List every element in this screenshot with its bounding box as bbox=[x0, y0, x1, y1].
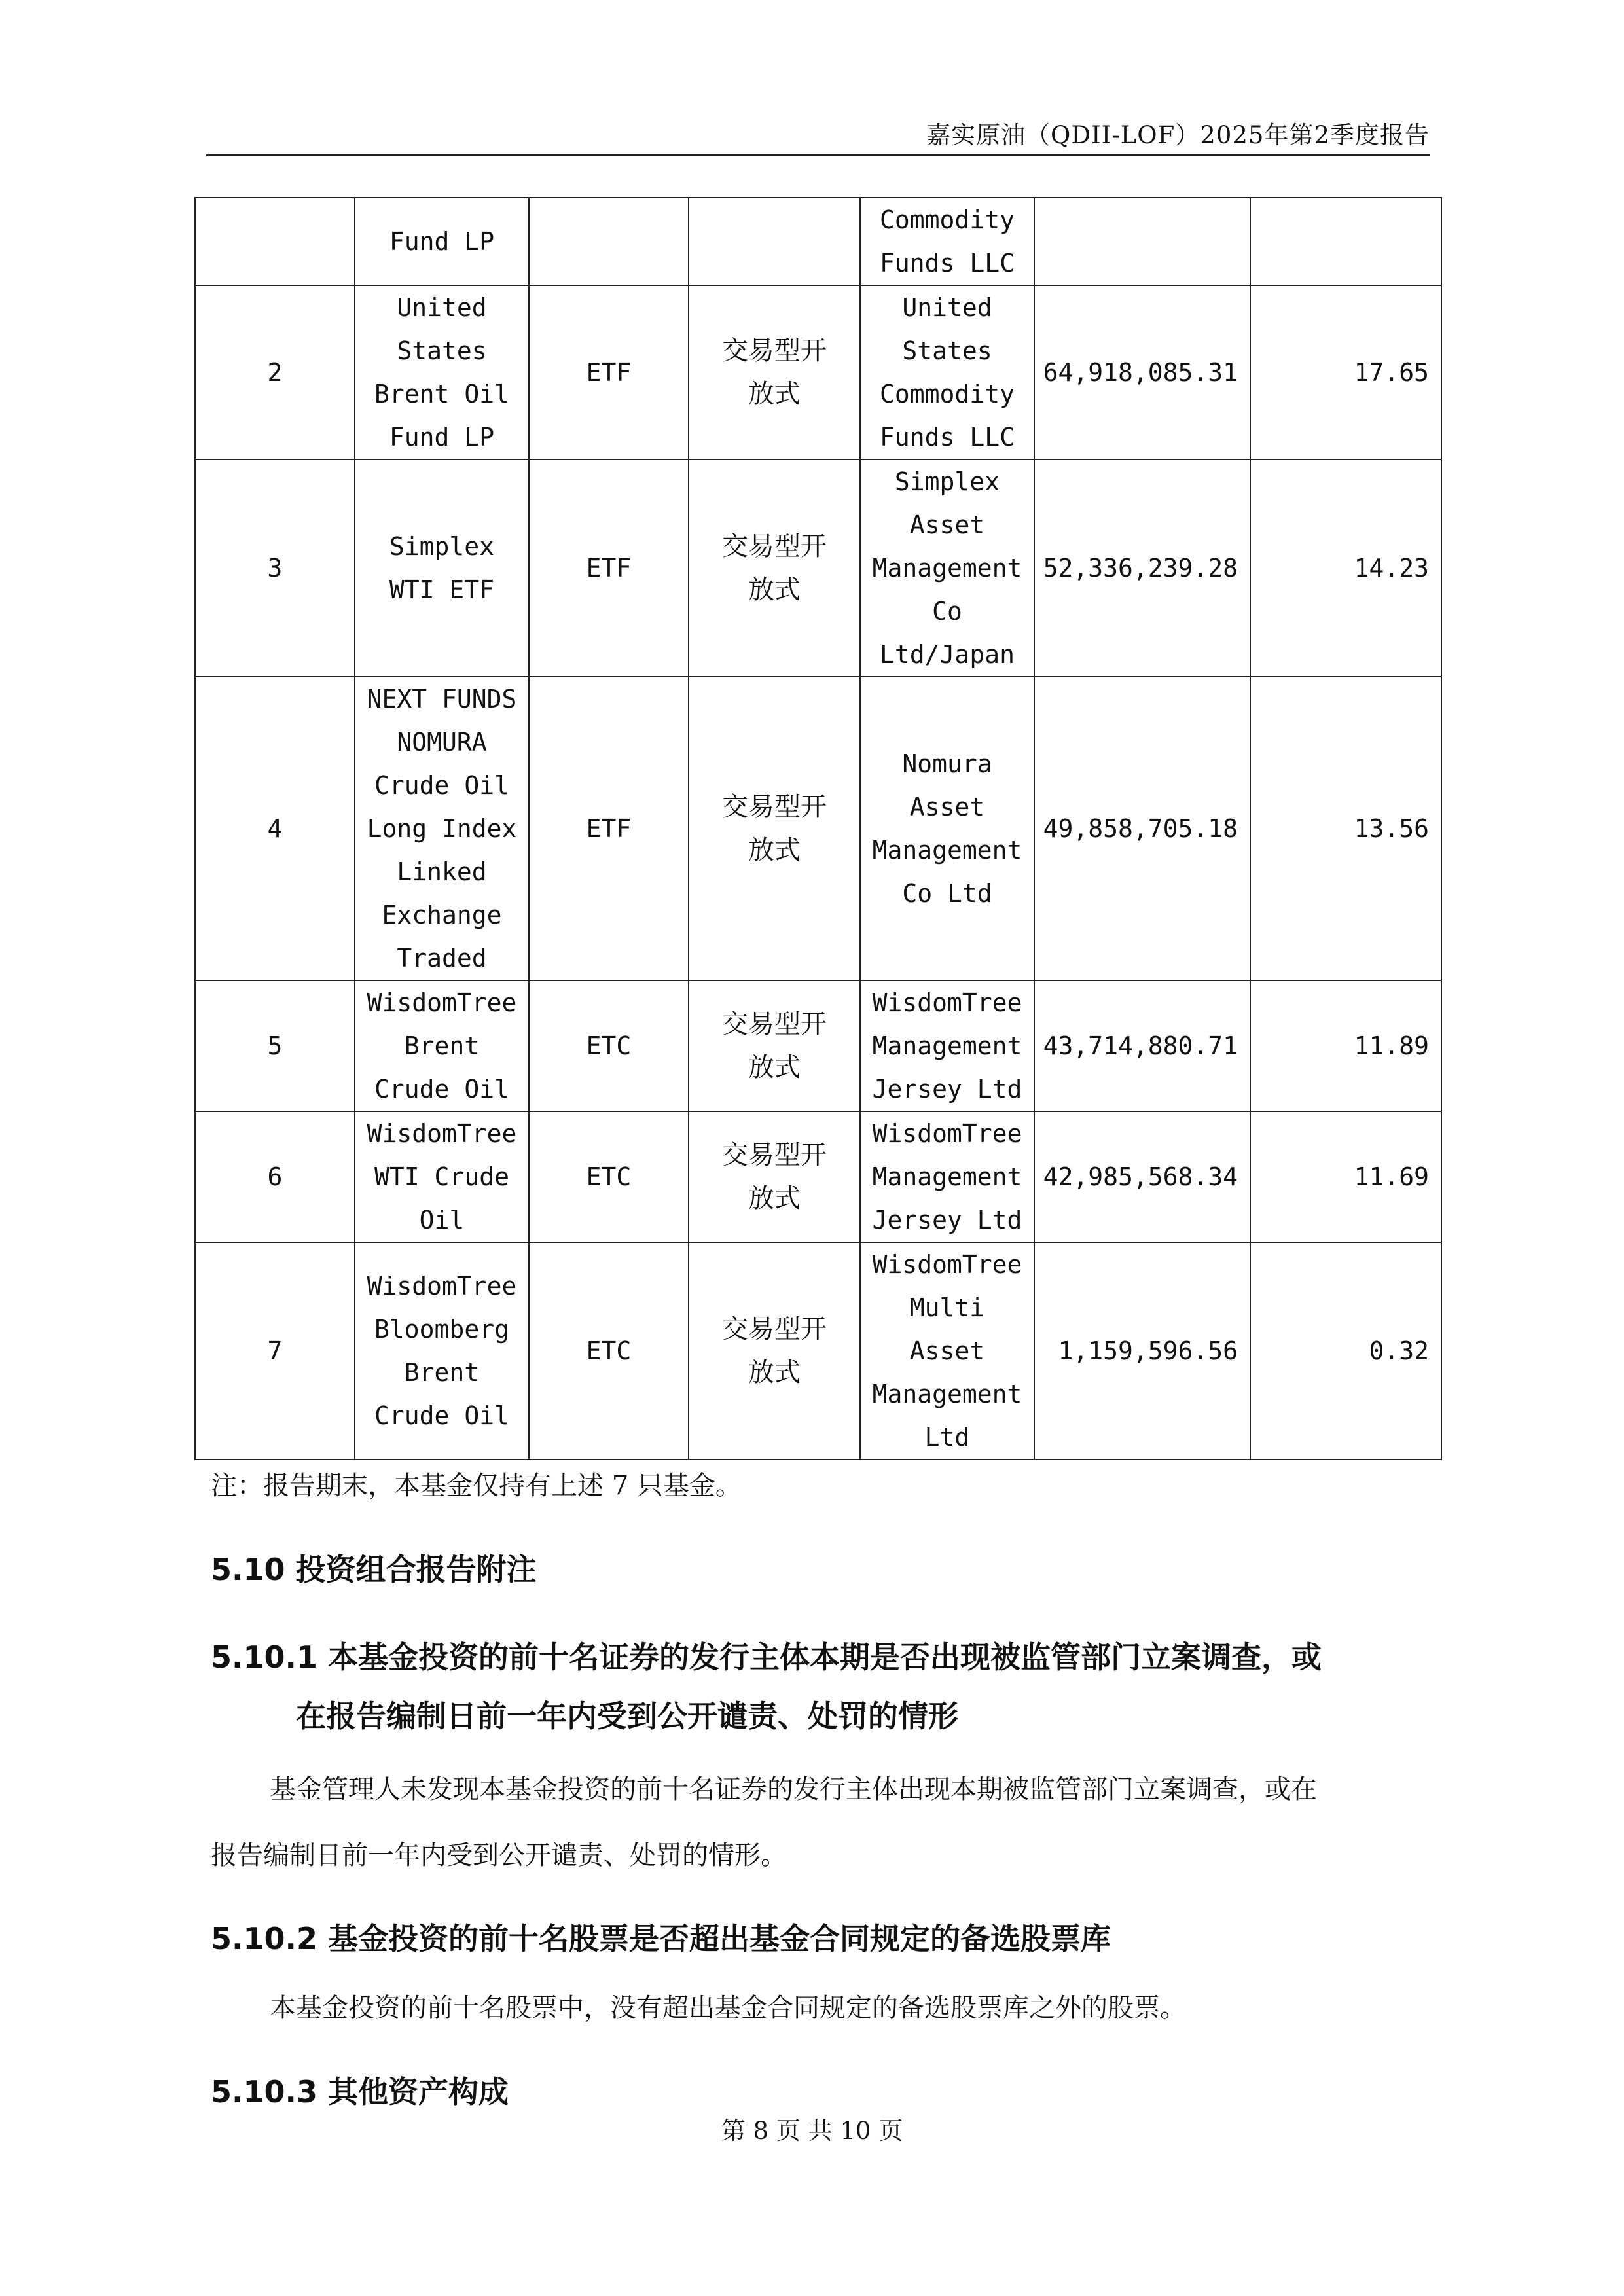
cell-net-asset-ratio: 14.23 bbox=[1250, 459, 1441, 677]
cell-fund-type bbox=[529, 198, 689, 285]
section-5-10-1-body-line2: 报告编制日前一年内受到公开谴责、处罚的情形。 bbox=[211, 1840, 787, 1871]
cell-fund-manager-line: Management bbox=[872, 836, 1022, 865]
fund-table-body bbox=[195, 198, 1441, 1460]
cell-operation-mode-line: 交易型开 bbox=[722, 792, 827, 822]
cell-fund-name bbox=[355, 1111, 529, 1242]
cell-fund-name bbox=[355, 980, 529, 1111]
table-row bbox=[195, 1242, 1441, 1460]
cell-fund-manager bbox=[860, 1111, 1034, 1242]
cell-fund-name-line: States bbox=[397, 336, 487, 365]
cell-fund-name-line: WisdomTree bbox=[367, 988, 517, 1017]
cell-operation-mode-line: 放式 bbox=[748, 835, 801, 865]
cell-operation-mode-line: 交易型开 bbox=[722, 531, 827, 562]
cell-fund-name bbox=[355, 198, 529, 285]
cell-fund-manager-line: Commodity bbox=[880, 206, 1015, 234]
cell-fund-name-line: Exchange bbox=[382, 901, 502, 929]
section-5-10-3-title: 5.10.3 其他资产构成 bbox=[211, 2074, 509, 2109]
cell-operation-mode-line: 放式 bbox=[748, 379, 801, 409]
cell-fund-manager-line: Management bbox=[872, 1380, 1022, 1408]
table-row bbox=[195, 1111, 1441, 1242]
cell-fund-manager-line: Funds LLC bbox=[880, 249, 1015, 278]
table-row bbox=[195, 198, 1441, 285]
cell-operation-mode-line: 交易型开 bbox=[722, 1314, 827, 1344]
cell-fund-manager-line: Simplex bbox=[894, 467, 1000, 496]
section-5-10-1-body bbox=[211, 1768, 1428, 1872]
cell-operation-mode bbox=[689, 677, 860, 980]
table-row bbox=[195, 459, 1441, 677]
cell-fair-value: 42,985,568.34 bbox=[1034, 1111, 1250, 1242]
cell-fund-name-line: Fund LP bbox=[389, 227, 495, 256]
cell-fair-value: 1,159,596.56 bbox=[1034, 1242, 1250, 1460]
cell-fund-name-line: WisdomTree bbox=[367, 1272, 517, 1300]
cell-index: 4 bbox=[195, 677, 355, 980]
cell-fund-manager-line: Asset bbox=[909, 1336, 985, 1365]
cell-operation-mode-line: 放式 bbox=[748, 1183, 801, 1213]
cell-fund-manager-line: States bbox=[902, 336, 992, 365]
table-note: 注：报告期末，本基金仅持有上述 7 只基金。 bbox=[211, 1471, 742, 1501]
cell-fair-value: 52,336,239.28 bbox=[1034, 459, 1250, 677]
cell-fund-name-line: WTI ETF bbox=[389, 575, 495, 604]
cell-fund-manager bbox=[860, 459, 1034, 677]
table-row bbox=[195, 285, 1441, 459]
cell-net-asset-ratio: 13.56 bbox=[1250, 677, 1441, 980]
cell-fund-manager-line: Co bbox=[932, 597, 962, 626]
cell-net-asset-ratio: 0.32 bbox=[1250, 1242, 1441, 1460]
cell-operation-mode bbox=[689, 459, 860, 677]
section-5-10-1-title-line1: 5.10.1 本基金投资的前十名证券的发行主体本期是否出现被监管部门立案调查，或 bbox=[211, 1640, 1322, 1675]
cell-fund-type: ETF bbox=[529, 677, 689, 980]
cell-index: 3 bbox=[195, 459, 355, 677]
section-5-10-1-body-line1: 基金管理人未发现本基金投资的前十名证券的发行主体出现本期被监管部门立案调查，或在 bbox=[270, 1774, 1317, 1804]
cell-fund-name bbox=[355, 285, 529, 459]
cell-net-asset-ratio: 11.69 bbox=[1250, 1111, 1441, 1242]
cell-fund-manager bbox=[860, 677, 1034, 980]
section-5-10-2-title: 5.10.2 基金投资的前十名股票是否超出基金合同规定的备选股票库 bbox=[211, 1921, 1111, 1956]
cell-fund-type: ETC bbox=[529, 1242, 689, 1460]
cell-fund-name-line: Crude Oil bbox=[374, 771, 509, 800]
cell-index: 2 bbox=[195, 285, 355, 459]
cell-fund-manager-line: Co Ltd bbox=[902, 879, 992, 908]
cell-fund-manager-line: Asset bbox=[909, 511, 985, 539]
cell-fair-value: 49,858,705.18 bbox=[1034, 677, 1250, 980]
cell-fund-manager-line: United bbox=[902, 293, 992, 322]
cell-fund-name-line: Brent bbox=[404, 1031, 480, 1060]
cell-fund-manager-line: Asset bbox=[909, 793, 985, 821]
cell-fund-name-line: WisdomTree bbox=[367, 1119, 517, 1148]
cell-fund-manager-line: WisdomTree bbox=[872, 1119, 1022, 1148]
cell-fund-name-line: Traded bbox=[397, 944, 487, 973]
cell-fund-name-line: Brent Oil bbox=[374, 380, 509, 408]
table-row bbox=[195, 677, 1441, 980]
cell-fund-manager-line: Nomura bbox=[902, 749, 992, 778]
cell-fund-manager-line: Multi bbox=[909, 1293, 985, 1322]
cell-fund-name-line: Bloomberg bbox=[374, 1315, 509, 1344]
cell-fund-manager-line: Commodity bbox=[880, 380, 1015, 408]
report-header-title: 嘉实原油（QDII-LOF）2025年第2季度报告 bbox=[926, 121, 1430, 149]
cell-fair-value: 64,918,085.31 bbox=[1034, 285, 1250, 459]
cell-fund-manager bbox=[860, 285, 1034, 459]
cell-fund-name-line: Simplex bbox=[389, 532, 495, 561]
cell-fund-manager-line: WisdomTree bbox=[872, 1250, 1022, 1279]
cell-fair-value: 43,714,880.71 bbox=[1034, 980, 1250, 1111]
cell-fund-manager bbox=[860, 198, 1034, 285]
cell-fund-manager bbox=[860, 1242, 1034, 1460]
cell-fund-manager-line: Management bbox=[872, 1162, 1022, 1191]
cell-fund-name-line: Crude Oil bbox=[374, 1075, 509, 1103]
cell-fund-type: ETC bbox=[529, 1111, 689, 1242]
cell-fund-manager-line: Funds LLC bbox=[880, 423, 1015, 452]
cell-operation-mode-line: 交易型开 bbox=[722, 1140, 827, 1170]
cell-operation-mode-line: 放式 bbox=[748, 1357, 801, 1388]
cell-operation-mode-line: 放式 bbox=[748, 575, 801, 605]
cell-fund-name-line: Brent bbox=[404, 1358, 480, 1387]
cell-fund-type: ETF bbox=[529, 285, 689, 459]
cell-index: 5 bbox=[195, 980, 355, 1111]
cell-fund-name-line: Long Index bbox=[367, 814, 517, 843]
cell-fund-manager-line: Jersey Ltd bbox=[872, 1075, 1022, 1103]
cell-fund-type: ETC bbox=[529, 980, 689, 1111]
cell-fund-name bbox=[355, 459, 529, 677]
cell-operation-mode bbox=[689, 980, 860, 1111]
table-row bbox=[195, 980, 1441, 1111]
cell-operation-mode bbox=[689, 1111, 860, 1242]
cell-fund-name-line: NEXT FUNDS bbox=[367, 685, 517, 713]
cell-fund-name-line: Crude Oil bbox=[374, 1401, 509, 1430]
cell-fund-manager-line: Management bbox=[872, 1031, 1022, 1060]
cell-net-asset-ratio bbox=[1250, 198, 1441, 285]
cell-fund-manager-line: Ltd bbox=[924, 1423, 970, 1452]
cell-fund-manager bbox=[860, 980, 1034, 1111]
cell-fund-type: ETF bbox=[529, 459, 689, 677]
cell-fund-manager-line: Management bbox=[872, 554, 1022, 583]
cell-fund-manager-line: Jersey Ltd bbox=[872, 1206, 1022, 1234]
cell-operation-mode bbox=[689, 1242, 860, 1460]
cell-fund-name-line: Fund LP bbox=[389, 423, 495, 452]
cell-index: 7 bbox=[195, 1242, 355, 1460]
fund-holdings-table bbox=[194, 197, 1442, 1460]
cell-operation-mode bbox=[689, 285, 860, 459]
cell-fund-name-line: NOMURA bbox=[397, 728, 487, 757]
cell-operation-mode bbox=[689, 198, 860, 285]
cell-fair-value bbox=[1034, 198, 1250, 285]
cell-operation-mode-line: 放式 bbox=[748, 1052, 801, 1083]
cell-fund-name-line: Oil bbox=[419, 1206, 465, 1234]
section-5-10-2-body bbox=[211, 1987, 1428, 2024]
cell-net-asset-ratio: 11.89 bbox=[1250, 980, 1441, 1111]
cell-fund-manager-line: WisdomTree bbox=[872, 988, 1022, 1017]
cell-operation-mode-line: 交易型开 bbox=[722, 1009, 827, 1039]
cell-fund-name-line: WTI Crude bbox=[374, 1162, 509, 1191]
cell-fund-name bbox=[355, 677, 529, 980]
header-rule bbox=[206, 154, 1430, 156]
cell-index bbox=[195, 198, 355, 285]
section-5-10-1-title-line2: 在报告编制日前一年内受到公开谴责、处罚的情形 bbox=[296, 1698, 958, 1734]
cell-operation-mode-line: 交易型开 bbox=[722, 336, 827, 366]
cell-net-asset-ratio: 17.65 bbox=[1250, 285, 1441, 459]
cell-fund-name-line: Linked bbox=[397, 857, 487, 886]
section-5-10-2-body-line: 本基金投资的前十名股票中，没有超出基金合同规定的备选股票库之外的股票。 bbox=[270, 1993, 1186, 2023]
section-5-10-title: 5.10 投资组合报告附注 bbox=[211, 1552, 537, 1587]
cell-fund-name bbox=[355, 1242, 529, 1460]
cell-fund-name-line: United bbox=[397, 293, 487, 322]
cell-index: 6 bbox=[195, 1111, 355, 1242]
page-number-footer: 第 8 页 共 10 页 bbox=[721, 2117, 903, 2145]
cell-fund-manager-line: Ltd/Japan bbox=[880, 640, 1015, 669]
